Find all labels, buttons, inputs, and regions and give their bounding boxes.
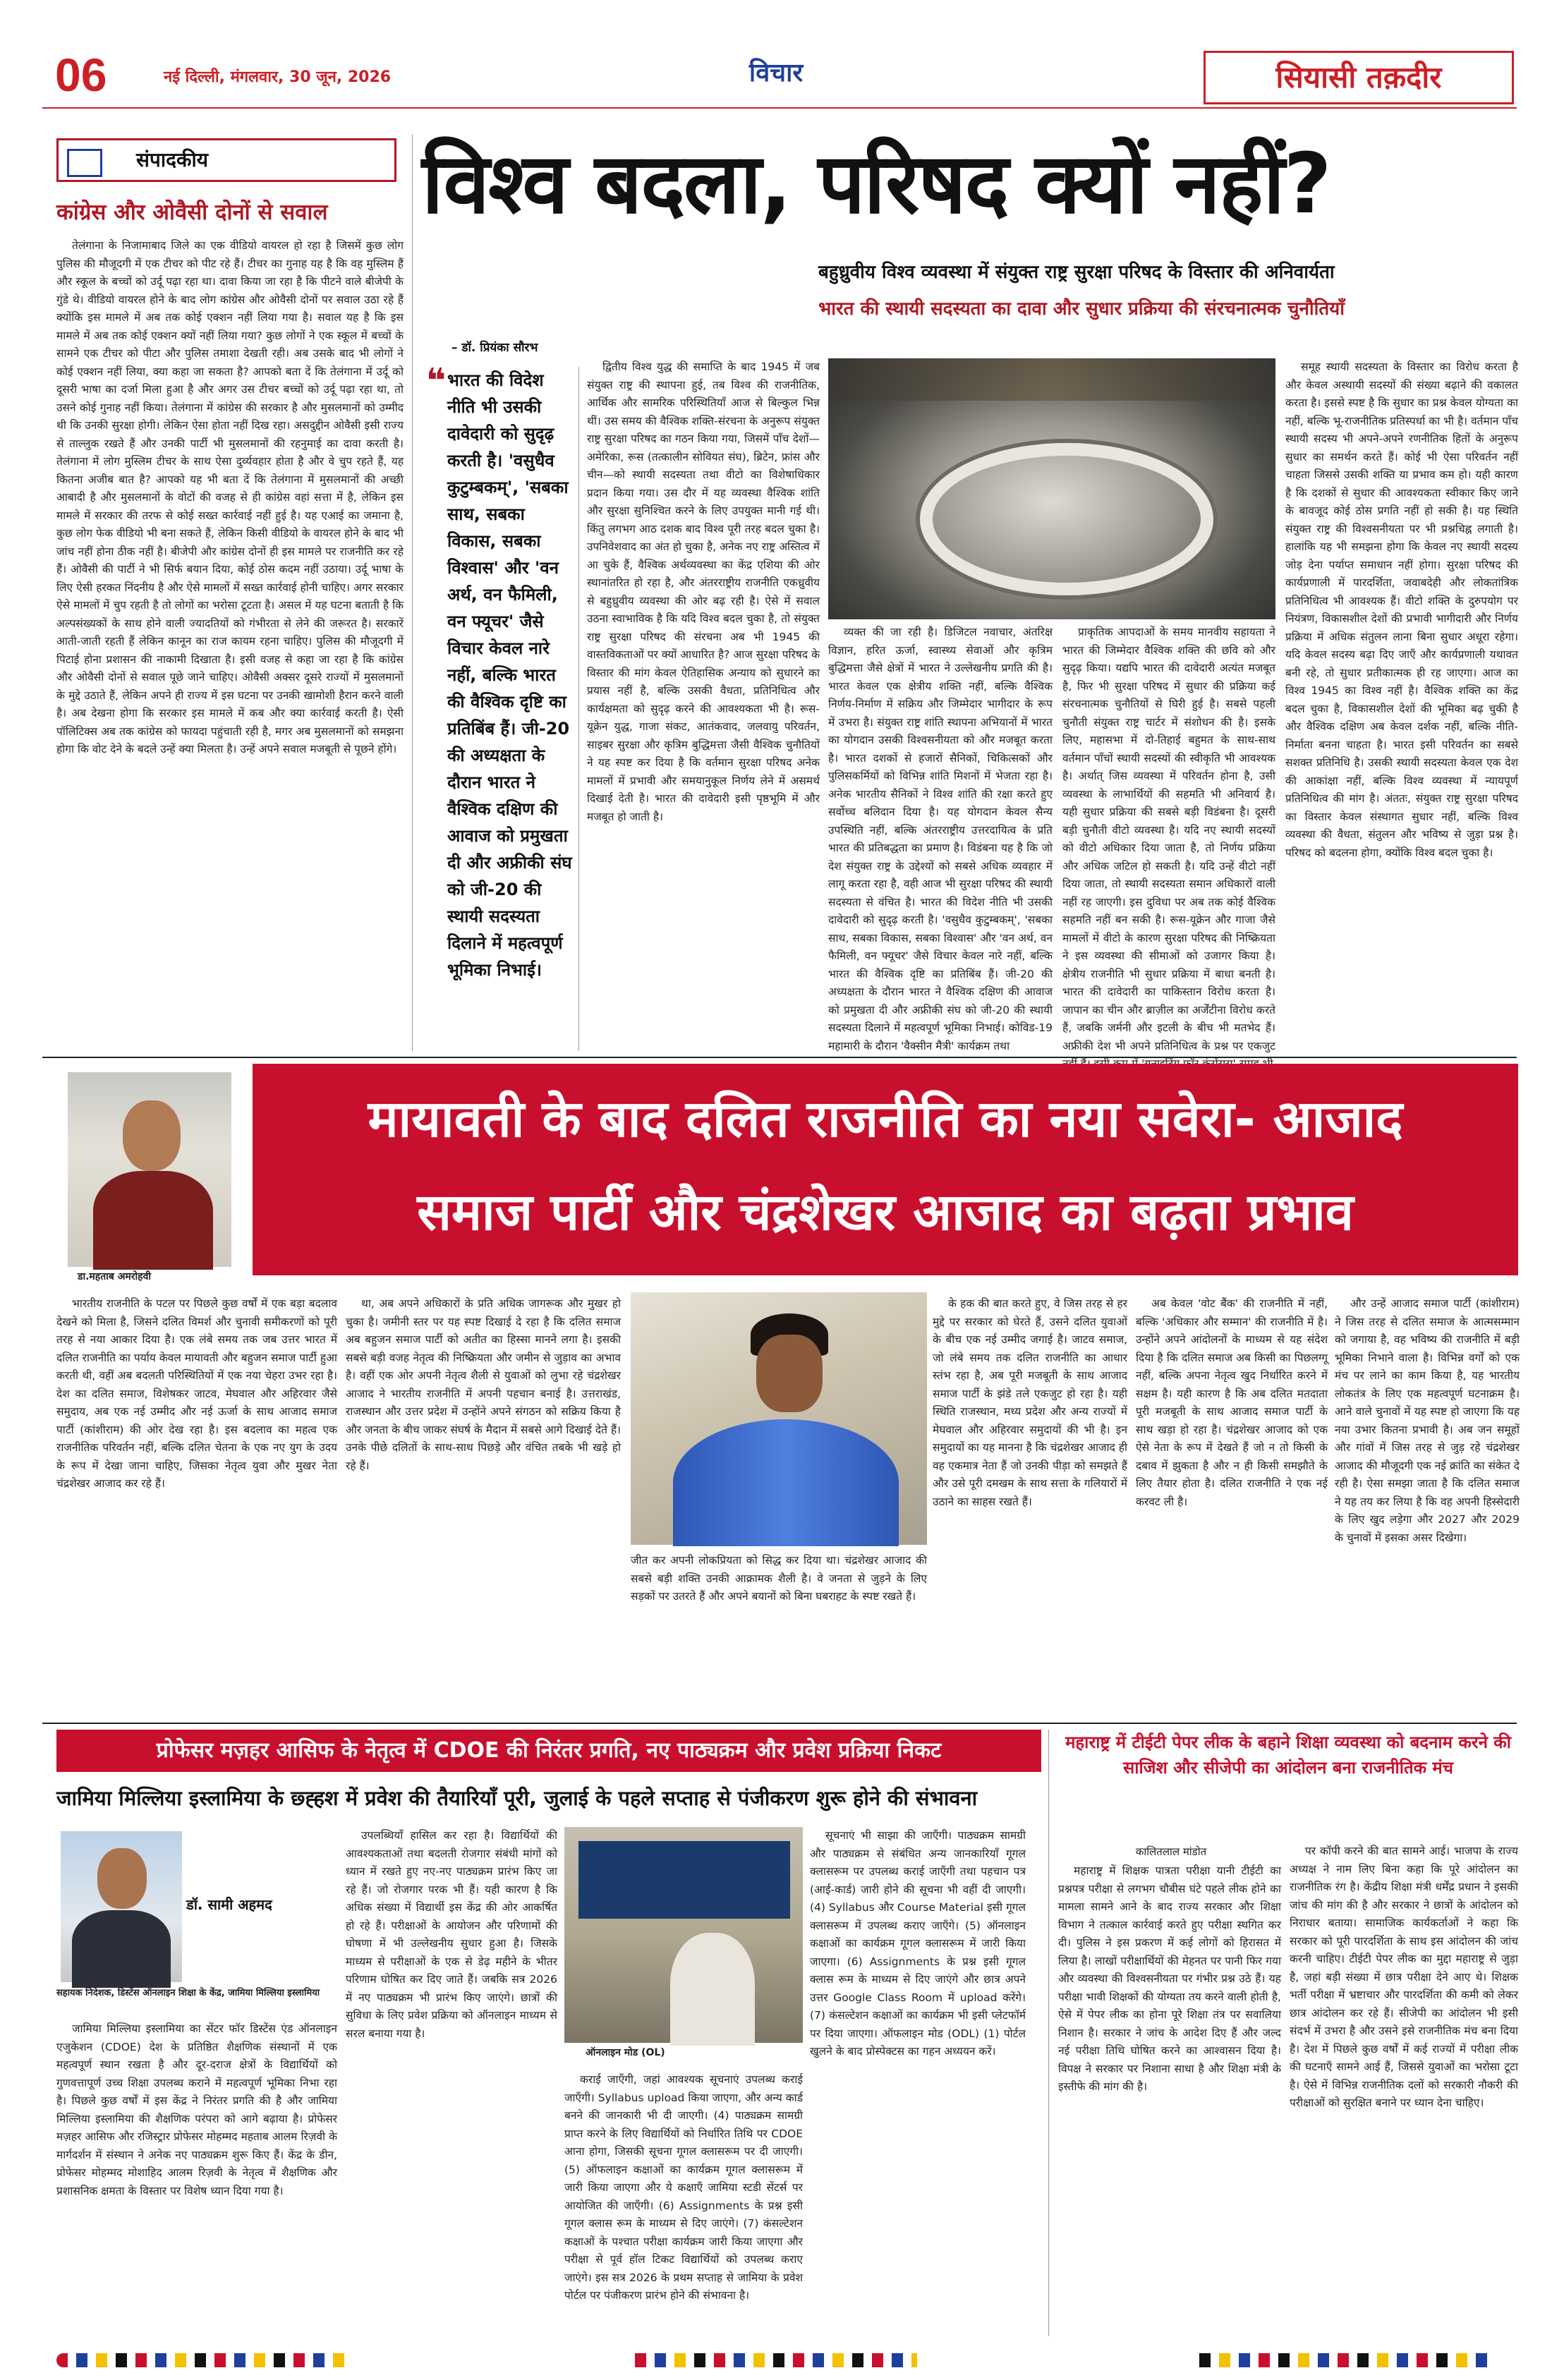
lead-byline: – डॉ. प्रियंका सौरभ <box>451 341 538 355</box>
maharashtra-col2-text: पर कॉपी करने की बात सामने आई। भाजपा के राज्य अध्यक्ष ने नाम लिए बिना कहा कि पूरे आंदोलन का राजनीतिक रंग है। केंद्रीय शिक्षा मंत्री धर्मेंद्र प्रधान ने इसकी जांच की मांग की है और सरकार ने छात्रों के आंदोलन को निराधार बताया। सामाजिक कार्यकर्ताओं ने कहा कि सरकार को पूरी पारदर्शिता के साथ इस आंदोलन की जांच करनी चाहिए। टीईटी पेपर लीक का मुद्दा महाराष्ट्र से जुड़ा है, जहां बड़ी संख्या में छात्र परीक्षा देने आए थे। शिक्षक भर्ती परीक्षा में भ्रष्टाचार और पारदर्शिता की कमी को लेकर छात्र आंदोलन कर रहे हैं। सीजेपी का आंदोलन भी इसी संदर्भ में उभरा है और उसने इसे राजनीतिक मंच बना दिया है। देश में पिछले कुछ वर्षों में कई राज्यों में परीक्षा लीक की घटनाएँ सामने आई हैं, जिससे युवाओं का भरोसा टूटा है। ऐसे में विभिन्न राजनीतिक दलों को सरकारी नौकरी की परीक्षाओं को सुरक्षित बनाने पर ध्यान देना चाहिए। <box>1290 1845 1518 2109</box>
pullquote-divider <box>578 367 579 1051</box>
second-column-2 <box>346 1295 621 1718</box>
jamia-col2-text: उपलब्धियाँ हासिल कर रहा है। विद्यार्थियों की आवश्यकताओं तथा बदलती रोजगार संबंधी मांगों को ध्यान में रखते हुए नए-नए पाठ्यक्रम प्रारंभ किए जा रहे हैं। जो रोजगार परक भी हैं। यही कारण है कि अधिक संख्या में विद्यार्थी इस केंद्र की ओर आकर्षित हो रहे हैं। परीक्षाओं के आयोजन और परिणामों की घोषणा में भी उल्लेखनीय सुधार हुआ है। जिसके माध्यम से परीक्षाओं के एक से डेढ़ महीने के भीतर परिणाम घोषित कर दिए जाते हैं। जबकि सत्र 2026 में नए पाठ्यक्रम भी प्रारंभ किए जाएंगे। छात्रों की सुविधा के लिए प्रवेश प्रक्रिया को ऑनलाइन माध्यम से सरल बनाया गया है। <box>346 1829 557 2040</box>
second-col5-text: और उन्हें आजाद समाज पार्टी (कांशीराम) ने जिस तरह से दलित समाज के आत्मसम्मान को जगाया है, वह भविष्य की राजनीति में बड़ी भूमिका निभाने वाला है। विभिन्न वर्गों को एक मंच पर लाने का काम किया है, यह भारतीय लोकतंत्र के लिए एक महत्वपूर्ण घटनाक्रम है। आने वाले चुनावों में यह स्पष्ट हो जाएगा कि यह नया उभार कितना प्रभावी है। अब जन समूहों और गांवों में जिस तरह से जुड़ रहे चंद्रशेखर आजाद की मौजूदगी एक नई क्रांति का संकेत दे रही है। ऐसा समझा जाता है कि दलित समाज ने यह तय कर लिया है कि वह अपनी हिस्सेदारी के लिए खुद लड़ेगा और 2027 और 2029 के चुनावों में इसका असर दिखेगा। <box>1335 1297 1520 1544</box>
reg-dots-right <box>1199 2353 1496 2367</box>
maharashtra-column-1 <box>1058 1862 1281 2331</box>
second-col3-text: के हक की बात करते हुए, वे जिस तरह से हर मुद्दे पर सरकार को घेरते हैं, उसने दलित युवाओं के बीच एक नई उम्मीद जगाई है। जाटव समाज, जो लंबे समय तक दलित राजनीति का आधार स्तंभ रहा है, अब पूरी मजबूती के साथ आजाद समाज पार्टी के झंडे तले एकजुट हो रहा है। यही स्थिति राजस्थान, मध्य प्रदेश और अन्य राज्यों में मेघवाल और अहिरवार समुदायों की भी है। इन समुदायों का यह मानना है कि चंद्रशेखर आजाद ही वह एकमात्र नेता हैं जो उनकी पीड़ा को समझते हैं और उसे पूरी दमखम के साथ सत्ता के गलियारों में उठाने का साहस रखते हैं। <box>933 1297 1127 1508</box>
editorial-body <box>56 237 404 1048</box>
jamia-column-3 <box>810 1827 1026 2331</box>
second-column-5 <box>1335 1295 1520 1718</box>
editorial-checkbox-icon <box>67 149 102 177</box>
jamia-col3-text: सूचनाएं भी साझा की जाएँगी। पाठ्यक्रम सामग्री और पाठ्यक्रम से संबंधित अन्य जानकारियाँ गूगल क्लासरूम पर उपलब्ध कराई जाएँगी तथा पहचान पत्र (आई-कार्ड) जारी होने की सूचना भी वहीं दी जाएगी। (4) Syllabus और Course Material इसी गूगल क्लासरूम में उपलब्ध कराए जाएँगे। (5) ऑनलाइन कक्षाओं का कार्यक्रम गूगल क्लासरूम में जारी किया जाएगा। (6) Assignments के प्रश्न इसी गूगल क्लास रूम के माध्यम से दिए जाएंगे और छात्र अपने उत्तर Google Class Room में upload करेंगे। (7) कंसल्टेशन कक्षाओं का कार्यक्रम भी इसी प्लेटफॉर्म पर दिया जाएगा। ऑफलाइन मोड (ODL) (1) पोर्टल खुलने के बाद प्रोस्पेक्टस का गहन अध्ययन करें। <box>810 1829 1026 2058</box>
second-col2-text: था, अब अपने अधिकारों के प्रति अधिक जागरूक और मुखर हो चुका है। जमीनी स्तर पर यह स्पष्ट दिखाई दे रहा है कि दलित समाज अब बहुजन समाज पार्टी को अतीत का हिस्सा मानने लगा है। इसकी सबसे बड़ी वजह नेतृत्व की निष्क्रियता और जमीन से जुड़ाव का अभाव है। वहीं एक ओर अपनी नेतृत्व शैली से युवाओं को लुभा रहे चंद्रशेखर आजाद ने भारतीय राजनीति में अपनी पहचान बनाई है। उत्तराखंड, राजस्थान और उत्तर प्रदेश में उन्होंने अपने संगठन को सक्रिय किया है और जनता के बीच जाकर संघर्ष के मैदान में सबसे आगे दिखाई देते हैं। उनके पीछे दलितों के साथ-साथ पिछड़े और वंचित तबके भी खड़े हो रहे हैं। <box>346 1297 621 1472</box>
masthead-rule <box>42 107 1517 109</box>
masthead <box>0 0 1552 113</box>
cdoe-person <box>670 1933 755 2046</box>
editorial-headline: कांग्रेस और ओवैसी दोनों से सवाल <box>56 200 328 225</box>
editorial-divider <box>412 134 413 1051</box>
jamia-headline: जामिया मिल्लिया इस्लामिया के छ्ह्हश में प्रवेश की तैयारियाँ पूरी, जुलाई के पहले सप्ताह से पंजीकरण शुरू होने की संभावना <box>56 1786 978 1810</box>
page-title-box <box>1204 51 1514 104</box>
second-column-4 <box>1136 1295 1328 1718</box>
jamia-photo-caption: ऑनलाइन मोड (OL) <box>586 2047 665 2058</box>
second-col4-text: अब केवल 'वोट बैंक' की राजनीति में नहीं, बल्कि 'अधिकार और सम्मान' की राजनीति में है। उन्होंने अपने आंदोलनों के माध्यम से यह संदेश दिया है कि दलित समाज अब किसी का पिछलग्गू नहीं, बल्कि अपना नेतृत्व खुद निर्धारित करने में सक्षम है। यही कारण है कि अब दलित मतदाता पूरी मजबूती के साथ आजाद समाज पार्टी के साथ खड़ा हो रहा है। चंद्रशेखर आजाद को एक ऐसे नेता के रूप में देखते हैं जो न तो किसी के दबाव में झुकता है और न ही किसी समझौते के लिए तैयार होता है। दलित राजनीति ने एक नई करवट ली है। <box>1136 1297 1328 1508</box>
page-number: 06 <box>55 49 107 101</box>
lead-deck-1: बहुध्रुवीय विश्व व्यवस्था में संयुक्त राष्ट्र सुरक्षा परिषद के विस्तार की अनिवार्यता <box>818 262 1335 283</box>
author-head <box>123 1100 181 1171</box>
chandrashekhar-azad-photo <box>631 1292 927 1545</box>
reg-dots-center <box>635 2353 917 2367</box>
jamia-author-title: सहायक निदेशक, डिस्टेंस ऑनलाइन शिक्षा के केंद्र, जामिया मिल्लिया इस्लामिया <box>56 1988 320 1998</box>
second-headline-line-2: समाज पार्टी और चंद्रशेखर आजाद का बढ़ता प्रभाव <box>417 1182 1354 1241</box>
maharashtra-divider <box>1048 1730 1049 2336</box>
jamia-col1-text: जामिया मिल्लिया इस्लामिया का सेंटर फॉर डिस्टेंस एंड ऑनलाइन एजुकेशन (CDOE) देश के प्रतिष्ठित शैक्षणिक संस्थानों में एक महत्वपूर्ण स्थान रखता है और दूर-दराज क्षेत्रों के विद्यार्थियों को गुणवत्तापूर्ण उच्च शिक्षा उपलब्ध कराने में महत्वपूर्ण भूमिका निभा रहा है। पिछले कुछ वर्षों में इस केंद्र ने निरंतर प्रगति की है और जामिया मिल्लिया इस्लामिया की शैक्षणिक परंपरा को आगे बढ़ाया है। प्रोफेसर मज़हर आसिफ और रजिस्ट्रार प्रोफेसर मोहम्मद महताब आलम रिज़वी के मार्गदर्शन में संस्थान ने अनेक नए पाठ्यक्रम शुरू किए हैं। केंद्र के डीन, प्रोफेसर मोहम्मद मोशाहिद आलम रिज़वी के नेतृत्व में शैक्षणिक और प्रशासनिक क्षमता के विस्तार पर विशेष ध्यान दिया गया है। <box>56 2022 337 2197</box>
cdoe-signboard <box>578 1841 790 1919</box>
editorial-text: तेलंगाना के निजामाबाद जिले का एक वीडियो वायरल हो रहा है जिसमें कुछ लोग पुलिस की मौजूदगी में एक टीचर को पीट रहे हैं। टीचर का गुनाह यह है कि वह मुस्लिम हैं और स्कूल के बच्चों को उर्दू पढ़ा रहा था। दावा किया जा रहा है कि पीटने वाले बीजेपी के गुंडे थे। वीडियो वायरल होने के बाद लोग कांग्रेस और ओवैसी दोनों पर सवाल उठा रहे हैं क्योंकि इस मामले में अब तक कोई एक्शन नहीं लिया गया है। सवाल यह है कि इस मामले में अब तक कोई एक्शन क्यों नहीं लिया गया? कुछ लोगों ने एक स्कूल में बच्चों के सामने एक टीचर को पीटा और पुलिस तमाशा देखती रही। अब उसके बाद भी लोगों ने कोई एक्शन नहीं लिया, क्या कहा जा सकता है? आपको बता दें कि तेलंगाना में उर्दू को दूसरी भाषा का दर्जा मिला हुआ है और अगर उस टीचर बच्चों को उर्दू पढ़ा रहा था, तो उसने कोई गुनाह नहीं किया। तेलंगाना में कांग्रेस की सरकार है और मुसलमानों को उम्मीद थी कि उनकी सुरक्षा होगी। लेकिन ऐसा होता नहीं दिख रहा। असदुद्दीन ओवैसी इसी राज्य से ताल्लुक रखते हैं और उनकी पार्टी भी मुसलमानों की रहनुमाई का दावा करती है। तेलंगाना में लोग मुस्लिम टीचर के साथ ऐसा दुर्व्यवहार होता है और वे चुप रहते हैं, यह कितना अजीब बात है? आपको यह भी बता दें कि तेलंगाना में मुसलमानों की अच्छी आबादी है और मुसलमानों के वोटों की वजह से ही कांग्रेस वहां सत्ता में है, लेकिन इस मामले में सरकार की तरफ से कोई सख्त कार्रवाई नहीं हुई है। यह एआई का जमाना है, कुछ लोग फेक वीडियो भी बना सकते हैं, लेकिन किसी वीडियो के वायरल होने के बाद भी जांच नहीं होना ठीक नहीं है। बीजेपी और कांग्रेस दोनों ही इस मामले पर राजनीति कर रहे हैं। ओवैसी की पार्टी ने भी सिर्फ बयान दिया, कोई ठोस कदम नहीं उठाया। उर्दू भाषा के लिए ऐसी हरकत निंदनीय है और ऐसे मामलों में सख्त कार्रवाई होनी चाहिए। अगर सरकार ऐसे मामलों में चुप रहती है तो लोगों का भरोसा टूटता है। असल में यह घटना बताती है कि अल्पसंख्यकों के साथ होने वाली ज्यादतियों को गंभीरता से लेने की जरूरत है। सरकारें आती-जाती रहती हैं लेकिन कानून का राज कायम रहना चाहिए। पुलिस की मौजूदगी में पिटाई होना प्रशासन की नाकामी दिखाता है। इसी वजह से कहा जा रहा है कि कांग्रेस और ओवैसी दोनों से सवाल पूछे जाने चाहिए। ओवैसी अक्सर दूसरे राज्यों में मुसलमानों के मुद्दे उठाते हैं, लेकिन अपने ही राज्य में इस घटना पर उनकी खामोशी हैरान करने वाली है। अब देखना होगा कि सरकार इस मामले में कब और क्या कार्रवाई करती है। ऐसी पॉलिटिक्स अब तक कांग्रेस को फायदा पहुंचाती रही है, मगर अब मुसलमानों को समझना होगा कि वोट देने के बदले उन्हें क्या मिलता है। उन्हें अपने सवाल मजबूती से पूछने होंगे। <box>56 239 404 755</box>
jamia-col4-text: कराई जाएँगी, जहां आवश्यक सूचनाएं उपलब्ध कराई जाएँगी। Syllabus upload किया जाएगा, और अन्य कार्ड बनने की जानकारी भी दी जाएगी। (4) पाठ्यक्रम सामग्री प्राप्त करने के लिए विद्यार्थियों को निर्धारित तिथि पर CDOE आना होगा, जिसकी सूचना गूगल क्लासरूम पर दी जाएगी। (5) ऑफलाइन कक्षाओं का कार्यक्रम गूगल क्लासरूम में जारी किया जाएगा और ये कक्षाएँ जामिया स्टडी सेंटर्स पर आयोजित की जाएँगी। (6) Assignments के प्रश्न इसी गूगल क्लास रूम के माध्यम से दिए जाएंगे। (7) कंसल्टेशन कक्षाओं के पश्चात परीक्षा कार्यक्रम जारी किया जाएगा और परीक्षा से पूर्व हॉल टिकट विद्यार्थियों को उपलब्ध कराए जाएंगे। इस सत्र 2026 के प्रथम सप्ताह से जामिया के प्रवेश पोर्टल पर पंजीकरण प्रारंभ होने की संभावना है। <box>564 2073 803 2302</box>
page-title: सियासी तक़दीर <box>1275 60 1442 95</box>
second-headline-banner <box>253 1064 1518 1275</box>
lead-headline: विश्व बदला, परिषद क्यों नहीं? <box>422 135 1330 232</box>
lead-col3-text: प्राकृतिक आपदाओं के समय मानवीय सहायता ने भारत की जिम्मेदार वैश्विक शक्ति की छवि को और सुदृढ़ किया। यद्यपि भारत की दावेदारी अत्यंत मजबूत है, फिर भी सुरक्षा परिषद में सुधार की प्रक्रिया कई संरचनात्मक चुनौतियों से घिरी हुई है। सबसे पहली चुनौती संयुक्त राष्ट्र चार्टर में संशोधन की है। इसके लिए, महासभा में दो-तिहाई बहुमत के साथ-साथ वर्तमान पाँचों स्थायी सदस्यों की स्वीकृति भी आवश्यक है। अर्थात् जिस व्यवस्था में परिवर्तन होना है, उसी व्यवस्था के लाभार्थियों की सहमति भी अनिवार्य है। यही सुधार प्रक्रिया की सबसे बड़ी विडंबना है। दूसरी बड़ी चुनौती वीटो व्यवस्था है। यदि नए स्थायी सदस्यों को वीटो अधिकार दिया जाता है, तो निर्णय प्रक्रिया और अधिक जटिल हो सकती है। यदि उन्हें वीटो नहीं दिया जाता, तो स्थायी सदस्यता समान अधिकारों वाली नहीं रह जाएगी। इस दुविधा पर अब तक कोई वैश्विक सहमति नहीं बन सकी है। रूस-यूक्रेन और गाजा जैसे मामलों में वीटो के कारण सुरक्षा परिषद की निष्क्रियता ने इस व्यवस्था की सीमाओं को उजागर किया है। क्षेत्रीय राजनीति भी सुधार प्रक्रिया में बाधा बनती है। भारत की दावेदारी का पाकिस्तान विरोध करता है। जापान का चीन और ब्राज़ील का अर्जेंटीना विरोध करते हैं, जबकि जर्मनी और इटली के बीच भी मतभेद हैं। अफ्रीकी देश भी अपने प्रतिनिधित्व के प्रश्न पर एकजुट <box>1062 626 1275 1052</box>
quote-icon: ❝ <box>426 361 447 401</box>
jamia-cdoe-photo <box>564 1827 803 2043</box>
maharashtra-headline: महाराष्ट्र में टीईटी पेपर लीक के बहाने शिक्षा व्यवस्था को बदनाम करने की साजिश और सीजेपी का आंदोलन बना राजनीतिक मंच <box>1065 1732 1511 1778</box>
second-column-1 <box>56 1295 337 1718</box>
author-photo-sami <box>61 1831 182 1982</box>
second-headline-line-1: मायावती के बाद दलित राजनीति का नया सवेरा- आजाद <box>368 1089 1403 1148</box>
reg-dots-left <box>56 2353 353 2367</box>
second-col1-text: भारतीय राजनीति के पटल पर पिछले कुछ वर्षों में एक बड़ा बदलाव देखने को मिला है, जिसने दलित विमर्श और चुनावी समीकरणों को पूरी तरह से नया आकार दिया है। एक लंबे समय तक जब उत्तर भारत में दलित राजनीति का पर्याय केवल मायावती और बहुजन समाज पार्टी हुआ करती थी, वहीं अब बदलती परिस्थितियों में एक नया चेहरा उभर रहा है। देश का दलित समाज, विशेषकर जाटव, मेघवाल और अहिरवार जैसे समुदाय, अब एक नई उम्मीद और नई ऊर्जा के साथ आजाद समाज पार्टी (कांशीराम) की ओर देख रहा है। इस बदलाव का महत्व एक राजनीतिक परिवर्तन नहीं, बल्कि दलित चेतना के एक नए युग के उदय के रूप में देखा जाना चाहिए, जिसका नेतृत्व युवा और मुखर नेता चंद्रशेखर आजाद कर रहे हैं। <box>56 1297 337 1490</box>
author-caption-mahtab: डा.महताब अमरोहवी <box>78 1271 151 1282</box>
lead-col4-text: समूह स्थायी सदस्यता के विस्तार का विरोध करता है और केवल अस्थायी सदस्यों की संख्या बढ़ाने की वकालत करता है। इससे स्पष्ट है कि सुधार का प्रश्न केवल योग्यता का नहीं, बल्कि भू-राजनीतिक प्रतिस्पर्धा का भी है। वर्तमान पाँच स्थायी सदस्य भी अपने-अपने रणनीतिक हितों के अनुरूप सुधार का समर्थन करते हैं। कोई भी ऐसा परिवर्तन नहीं चाहता जिससे उसकी शक्ति या प्रभाव कम हो। यही कारण है कि दशकों से सुधार की आवश्यकता स्वीकार किए जाने के बावजूद कोई ठोस प्रगति नहीं हो सकी है। यह स्थिति संयुक्त राष्ट्र की विश्वसनीयता पर भी प्रश्नचिह्न लगाती है। हालांकि यह भी समझना होगा कि केवल नए स्थायी सदस्य जोड़ देना पर्याप्त समाधान नहीं होगा। सुरक्षा परिषद की कार्यप्रणाली में पारदर्शिता, जवाबदेही और लोकतांत्रिक प्रतिनिधित्व भी आवश्यक हैं। वीटो शक्ति के दुरुपयोग पर नियंत्रण, विकासशील देशों की प्रभावी भागीदारी और निर्णय प्रक्रिया में अधिक संतुलन लाना बिना सुधार अधूरा रहेगा। यदि केवल सदस्य बढ़ा दिए जाएँ और कार्यप्रणाली यथावत बनी रहे, तो सुधार प्रतीकात्मक ही रह जाएगा। आज का विश्व 1945 का विश्व नहीं है। वैश्विक शक्ति का केंद्र बदल चुका है, विकासशील देशों की भूमिका बढ़ चुकी है और वैश्विक दक्षिण अब केवल दर्शक नहीं, बल्कि नीति-निर्माता बनना चाहता है। भारत इसी परिवर्तन का सबसे सशक्त प्रतिनिधि है। उसकी स्थायी सदस्यता केवल एक देश की आकांक्षा नहीं, बल्कि विश्व व्यवस्था में न्यायपूर्ण प्रतिनिधित्व की मांग है। अंततः, संयुक्त राष्ट्र सुरक्षा परिषद का विस्तार केवल संस्थागत सुधार नहीं, बल्कि विश्व व्यवस्था की वैधता, संतुलन और भविष्य से जुड़ा प्रश्न है। परिषद को बदलना होगा, क्योंकि विश्व बदल चुका है। <box>1285 360 1518 859</box>
lead-column-4 <box>1285 358 1518 1050</box>
section-rule-2 <box>42 1723 1517 1724</box>
second-photo-caption: जीत कर अपनी लोकप्रियता को सिद्ध कर दिया था। चंद्रशेखर आजाद की सबसे बड़ी शक्ति उनकी आक्रामक शैली है। वे जनता से जुड़ने के लिए सड़कों पर उतरते हैं और अपने बयानों को बिना घबराहट के स्पष्ट रखते हैं। <box>631 1554 927 1603</box>
jamia-author-name: डॉ. सामी अहमद <box>186 1896 272 1913</box>
jamia-banner-text: प्रोफेसर मज़हर आसिफ के नेतृत्व में CDOE की निरंतर प्रगति, नए पाठ्यक्रम और प्रवेश प्रक्रिया निकट <box>156 1738 942 1763</box>
section-rule-1 <box>42 1057 1517 1058</box>
photo-scarf <box>673 1419 899 1546</box>
pull-quote <box>426 361 576 1030</box>
jamia-column-4 <box>564 2071 803 2331</box>
lead-col2-text: व्यक्त की जा रही है। डिजिटल नवाचार, अंतरिक्ष विज्ञान, हरित ऊर्जा, स्वास्थ्य सेवाओं और कृत्रिम बुद्धिमत्ता जैसे क्षेत्रों में भारत ने उल्लेखनीय प्रगति की है। भारत केवल एक क्षेत्रीय शक्ति नहीं, बल्कि वैश्विक निर्णय-निर्माण में सक्रिय और जिम्मेदार भागीदार के रूप में उभरा है। संयुक्त राष्ट्र शांति स्थापना अभियानों में भारत का योगदान उसकी विश्वसनीयता को और मजबूत करता है। भारत दशकों से हजारों सैनिकों, चिकित्सकों और पुलिसकर्मियों को विभिन्न शांति मिशनों में भेजता रहा है। अनेक भारतीय सैनिकों ने विश्व शांति की रक्षा करते हुए सर्वोच्च बलिदान दिया है। यह योगदान केवल सैन्य उपस्थिति नहीं, बल्कि अंतरराष्ट्रीय उत्तरदायित्व के प्रति भारत की प्रतिबद्धता का प्रमाण है। विडंबना यह है कि जो देश संयुक्त राष्ट्र के उद्देश्यों को सबसे अधिक व्यवहार में लागू करता रहा है, वही आज भी सुरक्षा परिषद की स्थायी सदस्यता से वंचित है। भारत की विदेश नीति भी उसकी दावेदारी को सुदृढ़ करती है। 'वसुधैव कुटुम्बकम्', 'सबका साथ, सबका विकास, सबका विश्वास' और 'वन अर्थ, वन फैमिली, वन फ्यूचर' जैसे विचार केवल नारे नहीं, बल्कि भारत की वैश्विक दृष्टि का प्रतिबिंब हैं। जी-20 की अध्यक्षता के दौरान भारत ने वैश्विक दक्षिण की आवाज को प्रमुखता दी और अफ्रीकी संघ को जी-20 की स्थायी सदस्यता दिलाने में महत्वपूर्ण भूमिका निभाई। कोविड-19 महामारी के दौरान 'वैक्सीन मैत्री' कार्यक्रम तथा <box>828 626 1053 1052</box>
editorial-label: संपादकीय <box>136 148 208 171</box>
lead-column-2 <box>828 624 1053 1050</box>
photo-face <box>756 1335 823 1412</box>
lead-deck-2: भारत की स्थायी सदस्यता का दावा और सुधार प्रक्रिया की संरचनात्मक चुनौतियाँ <box>818 298 1345 320</box>
pull-quote-text: भारत की विदेश नीति भी उसकी दावेदारी को सुदृढ़ करती है। 'वसुधैव कुटुम्बकम्', 'सबका साथ, सबका विकास, सबका विश्वास' और 'वन अर्थ, वन फैमिली, वन फ्यूचर' जैसे विचार केवल नारे नहीं, बल्कि भारत की वैश्विक दृष्टि का प्रतिबिंब हैं। जी-20 की अध्यक्षता के दौरान भारत ने वैश्विक दक्षिण की आवाज को प्रमुखता दी और अफ्रीकी संघ को जी-20 की स्थायी सदस्यता दिलाने में महत्वपूर्ण भूमिका निभाई। <box>447 370 572 980</box>
dateline: नई दिल्ली, मंगलवार, 30 जून, 2026 <box>164 68 392 86</box>
jamia-column-1 <box>56 2020 337 2331</box>
maharashtra-col1-text: महाराष्ट्र में शिक्षक पात्रता परीक्षा यानी टीईटी का प्रश्नपत्र परीक्षा से लगभग चौबीस घंटे पहले लीक होने का मामला सामने आने के बाद राज्य सरकार और शिक्षा विभाग ने तत्काल कार्रवाई करते हुए परीक्षा स्थगित कर दी। पुलिस ने इस प्रकरण में कई लोगों को हिरासत में लिया है। लाखों परीक्षार्थियों की मेहनत पर पानी फिर गया और व्यवस्था की विश्वसनीयता पर गंभीर प्रश्न उठे हैं। यह परीक्षा भावी शिक्षकों की योग्यता तय करने वाली होती है, ऐसे में पेपर लीक का होना पूरे शिक्षा तंत्र पर सवालिया निशान है। सरकार ने जांच के आदेश दिए हैं और जल्द नई परीक्षा तिथि घोषित करने का आश्वासन दिया है। विपक्ष ने सरकार पर निशाना साधा है और शिक्षा मंत्री के इस्तीफे की मांग की है। <box>1058 1864 1281 2093</box>
section-name: विचार <box>748 59 804 87</box>
editorial-label-box <box>56 138 396 182</box>
maharashtra-column-2 <box>1290 1842 1518 2331</box>
maharashtra-byline: कालितलाल मांडोत <box>1135 1845 1207 1858</box>
second-column-3 <box>933 1295 1127 1718</box>
lead-column-3 <box>1062 624 1275 1050</box>
un-security-council-photo <box>828 358 1275 619</box>
author-photo-mahtab <box>68 1072 231 1267</box>
lead-column-1 <box>587 358 820 1050</box>
jamia-column-2 <box>346 1827 557 2331</box>
author-shirt <box>93 1171 213 1270</box>
sami-head <box>97 1848 147 1909</box>
sami-suit <box>72 1910 171 1988</box>
registration-marks <box>0 2340 1552 2380</box>
council-table-ring <box>920 443 1213 595</box>
lead-col1-text: द्वितीय विश्व युद्ध की समाप्ति के बाद 1945 में जब संयुक्त राष्ट्र की स्थापना हुई, तब विश्व की राजनीतिक, आर्थिक और सामरिक परिस्थितियाँ आज से बिल्कुल भिन्न थीं। उस समय की वैश्विक शक्ति-संरचना के अनुरूप संयुक्त राष्ट्र सुरक्षा परिषद का गठन किया गया, जिसमें पाँच देशों—अमेरिका, रूस (तत्कालीन सोवियत संघ), ब्रिटेन, फ्रांस और चीन—को स्थायी सदस्यता तथा वीटो का विशेषाधिकार प्रदान किया गया। उस दौर में यह व्यवस्था वैश्विक शांति और सुरक्षा सुनिश्चित करने के लिए उपयुक्त मानी गई थी। किंतु लगभग आठ दशक बाद विश्व पूरी तरह बदल चुका है। उपनिवेशवाद का अंत हो चुका है, अनेक नए राष्ट्र अस्तित्व में आ चुके हैं, वैश्विक अर्थव्यवस्था का केंद्र एशिया की ओर स्थानांतरित हो रहा है, और अंतरराष्ट्रीय राजनीति एकध्रुवीय से बहुध्रुवीय व्यवस्था की ओर बढ़ रही है। ऐसे में सवाल उठना स्वाभाविक है कि यदि विश्व बदल चुका है, तो संयुक्त राष्ट्र सुरक्षा परिषद की संरचना अब भी 1945 की वास्तविकताओं पर क्यों आधारित है? आज सुरक्षा परिषद के विस्तार की मांग केवल ऐतिहासिक अन्याय को सुधारने का प्रयास नहीं है, बल्कि उसकी वैधता, प्रतिनिधित्व और कार्यक्षमता को सुदृढ़ करने की आवश्यकता भी है। रूस-यूक्रेन युद्ध, गाजा संकट, आतंकवाद, जलवायु परिवर्तन, साइबर सुरक्षा और कृत्रिम बुद्धिमत्ता जैसी वैश्विक चुनौतियों ने यह स्पष्ट कर दिया है कि वर्तमान सुरक्षा परिषद अनेक मामलों में प्रभावी और समयानुकूल निर्णय लेने में असमर्थ दिखाई देती है। भारत की दावेदारी इसी पृष्ठभूमि में और मजबूत हो जाती है। <box>587 360 820 823</box>
council-mural <box>828 358 1275 401</box>
jamia-banner <box>56 1730 1041 1772</box>
